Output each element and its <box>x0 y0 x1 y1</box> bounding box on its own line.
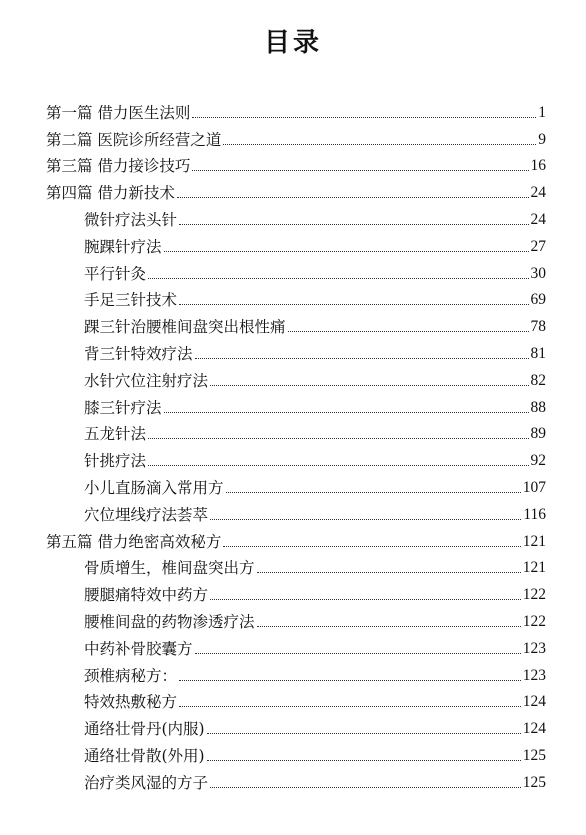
toc-section-entry[interactable] <box>46 310 546 337</box>
toc-page-number: 124 <box>522 720 546 738</box>
toc-entry-title: 第二篇 医院诊所经营之道 <box>46 130 222 149</box>
toc-dot-leader <box>148 438 528 439</box>
toc-page-number: 24 <box>530 184 546 202</box>
toc-page-number: 122 <box>522 612 546 630</box>
toc-section-entry[interactable] <box>46 444 546 471</box>
toc-dot-leader <box>192 117 536 118</box>
toc-entry-title: 治疗类风湿的方子 <box>84 773 209 792</box>
toc-dot-leader <box>179 304 528 305</box>
toc-dot-leader <box>223 144 536 145</box>
toc-entry-title: 小儿直肠滴入常用方 <box>84 478 224 497</box>
toc-section-entry[interactable] <box>46 257 546 284</box>
toc-entry-title: 针挑疗法 <box>84 452 147 471</box>
toc-dot-leader <box>257 572 521 573</box>
toc-dot-leader <box>210 519 521 520</box>
toc-entry-title: 踝三针治腰椎间盘突出根性痛 <box>84 318 286 337</box>
toc-entry-title: 骨质增生，椎间盘突出方 <box>84 559 255 578</box>
toc-section-entry[interactable] <box>46 364 546 391</box>
toc-page-number: 116 <box>523 505 546 523</box>
toc-dot-leader <box>148 465 528 466</box>
toc-entry-title: 膝三针疗法 <box>84 398 162 417</box>
toc-dot-leader <box>179 224 528 225</box>
toc-page-number: 125 <box>522 746 546 764</box>
page-title: 目录 <box>263 28 322 58</box>
toc-page-number: 82 <box>530 371 546 389</box>
toc-entry-title: 第五篇 借力绝密高效秘方 <box>46 532 222 551</box>
toc-page-number: 107 <box>522 478 546 496</box>
toc-page-number: 121 <box>522 532 546 550</box>
toc-section-entry[interactable] <box>46 659 546 686</box>
toc-section-entry[interactable] <box>46 498 546 525</box>
toc-entry-title: 第四篇 借力新技术 <box>46 184 175 203</box>
toc-page-number: 30 <box>530 264 546 282</box>
toc-page-number: 16 <box>530 157 546 175</box>
toc-entry-title: 水针穴位注射疗法 <box>84 371 209 390</box>
toc-dot-leader <box>210 385 528 386</box>
toc-dot-leader <box>164 251 529 252</box>
toc-page-number: 24 <box>530 210 546 228</box>
toc-section-entry[interactable] <box>46 578 546 605</box>
toc-dot-leader <box>192 170 528 171</box>
toc-page-number: 121 <box>522 559 546 577</box>
toc-part-entry[interactable] <box>46 96 546 123</box>
toc-entry-title: 特效热敷秘方 <box>84 693 178 712</box>
toc-page-number: 124 <box>522 693 546 711</box>
toc-section-entry[interactable] <box>46 471 546 498</box>
toc-entry-title: 第一篇 借力医生法则 <box>46 103 191 122</box>
toc-page-number: 81 <box>530 344 546 362</box>
toc-entry-title: 腰腿痛特效中药方 <box>84 586 209 605</box>
toc-dot-leader <box>226 492 521 493</box>
toc-dot-leader <box>148 278 528 279</box>
toc-page-number: 123 <box>522 666 546 684</box>
toc-section-entry[interactable] <box>46 605 546 632</box>
toc-page-number: 1 <box>538 103 546 121</box>
toc-page-number: 88 <box>530 398 546 416</box>
toc-entry-title: 中药补骨胶囊方 <box>84 639 193 658</box>
toc-page-number: 78 <box>530 318 546 336</box>
toc-section-entry[interactable] <box>46 739 546 766</box>
table-of-contents <box>46 96 546 793</box>
toc-section-entry[interactable] <box>46 686 546 713</box>
toc-section-entry[interactable] <box>46 766 546 793</box>
toc-entry-title: 腰椎间盘的药物渗透疗法 <box>84 612 255 631</box>
toc-section-entry[interactable] <box>46 632 546 659</box>
toc-entry-title: 颈椎病秘方： <box>84 666 178 685</box>
toc-dot-leader <box>223 546 520 547</box>
toc-page-number: 125 <box>522 773 546 791</box>
toc-part-entry[interactable] <box>46 150 546 177</box>
toc-page-number: 122 <box>522 586 546 604</box>
toc-page-number: 27 <box>530 237 546 255</box>
toc-dot-leader <box>177 197 529 198</box>
toc-page-number: 89 <box>530 425 546 443</box>
toc-entry-title: 手足三针技术 <box>84 291 178 310</box>
toc-section-entry[interactable] <box>46 418 546 445</box>
toc-dot-leader <box>195 653 521 654</box>
toc-section-entry[interactable] <box>46 284 546 311</box>
toc-page-number: 123 <box>522 639 546 657</box>
toc-dot-leader <box>164 412 529 413</box>
toc-dot-leader <box>210 787 521 788</box>
toc-entry-title: 腕踝针疗法 <box>84 237 162 256</box>
toc-part-entry[interactable] <box>46 525 546 552</box>
toc-section-entry[interactable] <box>46 712 546 739</box>
toc-dot-leader <box>207 733 521 734</box>
toc-entry-title: 背三针特效疗法 <box>84 344 193 363</box>
toc-entry-title: 五龙针法 <box>84 425 147 444</box>
toc-page-number: 69 <box>530 291 546 309</box>
toc-entry-title: 微针疗法头针 <box>84 210 178 229</box>
toc-page-number: 92 <box>530 452 546 470</box>
toc-page-number: 9 <box>538 130 546 148</box>
toc-section-entry[interactable] <box>46 203 546 230</box>
toc-section-entry[interactable] <box>46 552 546 579</box>
toc-section-entry[interactable] <box>46 337 546 364</box>
toc-dot-leader <box>207 760 521 761</box>
toc-entry-title: 通络壮骨散(外用) <box>84 746 205 765</box>
toc-entry-title: 第三篇 借力接诊技巧 <box>46 157 191 176</box>
toc-dot-leader <box>195 358 529 359</box>
toc-dot-leader <box>179 706 521 707</box>
toc-dot-leader <box>257 626 521 627</box>
toc-part-entry[interactable] <box>46 176 546 203</box>
toc-entry-title: 穴位埋线疗法荟萃 <box>84 505 209 524</box>
toc-section-entry[interactable] <box>46 230 546 257</box>
toc-entry-title: 通络壮骨丹(内服) <box>84 720 205 739</box>
toc-dot-leader <box>288 331 529 332</box>
toc-dot-leader <box>210 599 521 600</box>
toc-part-entry[interactable] <box>46 123 546 150</box>
toc-section-entry[interactable] <box>46 391 546 418</box>
toc-entry-title: 平行针灸 <box>84 264 147 283</box>
toc-dot-leader <box>179 680 521 681</box>
